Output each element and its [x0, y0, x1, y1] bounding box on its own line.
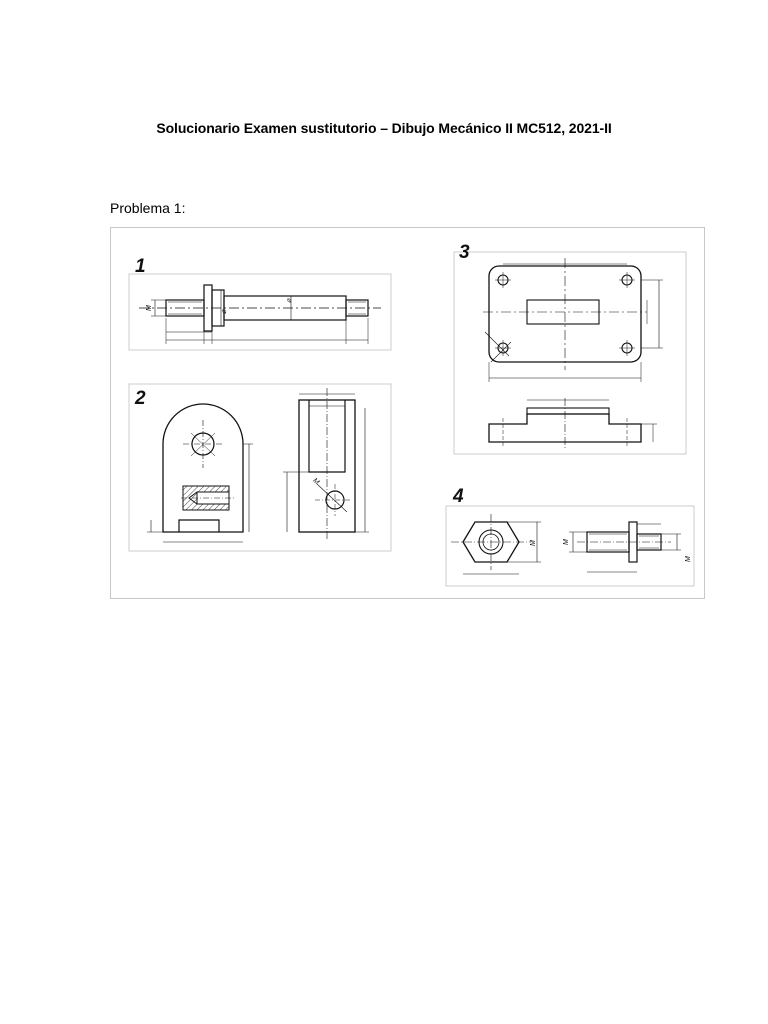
panel-1-shaft-drawing — [129, 256, 391, 350]
panel-4-number: 4 — [453, 486, 464, 507]
panel-2-number: 2 — [135, 388, 146, 409]
panel-4-dim-label-m-right: M — [685, 556, 692, 562]
technical-drawing-figure — [110, 227, 705, 599]
panel-1-dim-label-diameter-collar: ⌀ — [221, 309, 228, 314]
panel-1-number: 1 — [135, 256, 146, 277]
document-title: Solucionario Examen sustitutorio – Dibujo Mecánico II MC512, 2021-II — [156, 120, 612, 136]
panel-3-plate-drawing — [454, 242, 686, 454]
panel-4-dim-label-m-hex: M — [530, 540, 537, 546]
panel-1-dim-label-diameter-body: ⌀ — [286, 298, 293, 303]
panel-2-dim-label-m: M — [311, 477, 321, 487]
panel-4-dim-label-m-left: M — [563, 539, 570, 545]
panel-3-number: 3 — [459, 242, 470, 263]
panel-1-dim-label-m: M — [146, 305, 153, 311]
problem-label: Problema 1: — [110, 200, 186, 216]
panel-4-nut-bolt-drawing — [446, 486, 694, 586]
panel-2-bracket-drawing — [129, 384, 391, 551]
